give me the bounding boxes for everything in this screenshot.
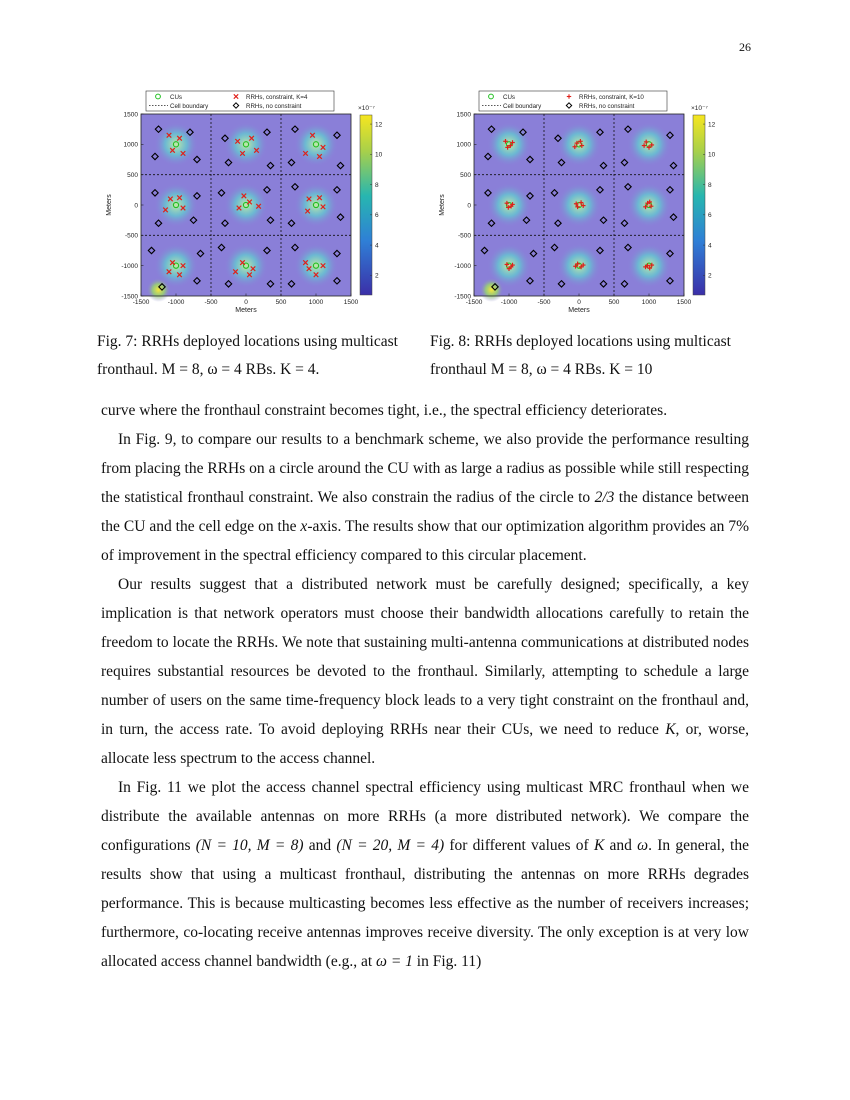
p3-text-a: Our results suggest that a distributed network must be carefully designed; specifically, a key implication is that network operators must choose their bandwidth allocations carefully to retain the freedom to locate the RRHs. We note that sustaining multi-antenna communications at distributed nodes requires substantial resources be devoted to the fronthaul. Similarly, attempting to schedule a large number of users on the same time-frequency block leads to a very tight constraint on the fronthaul and, in turn, the access rate. To avoid deploying RRHs near their CUs, we need to reduce bbox=[101, 576, 749, 738]
p4-text-e: . In general, the results show that using a multicast fronthaul, distributing the antennas on more RRHs degrades performance. This is because multicasting becomes less effective as the number of receivers increases; furthermore, co-locating receive antennas improves receive diversity. The only exception is at very low allocated access channel bandwidth (e.g., at bbox=[101, 837, 749, 970]
legend-label-cus: CUs bbox=[170, 93, 183, 101]
body-text bbox=[101, 396, 749, 976]
p4-text-c: for different values of bbox=[444, 837, 594, 854]
heatmap-blob bbox=[224, 122, 268, 166]
heatmap-blob bbox=[557, 122, 601, 166]
p3-math-1: K bbox=[665, 721, 676, 738]
p2-math-1: 2/3 bbox=[594, 489, 615, 506]
x-tick-label: 0 bbox=[244, 299, 248, 306]
p4-math-4: ω bbox=[637, 837, 649, 854]
legend-label-boundary: Cell boundary bbox=[170, 102, 209, 110]
y-tick-label: 0 bbox=[467, 202, 471, 210]
heatmap-blob bbox=[154, 122, 198, 166]
x-tick-label: -500 bbox=[204, 299, 218, 306]
paragraph-1-text: curve where the fronthaul constraint becomes tight, i.e., the spectral efficiency deteriorates. bbox=[101, 402, 668, 419]
legend-label-no-constraint: RRHs, no constraint bbox=[579, 102, 635, 110]
legend-label-constraint: RRHs, constraint, K=10 bbox=[579, 93, 644, 101]
colorbar-exponent: ×10⁻⁷ bbox=[691, 105, 708, 112]
heatmap-blob bbox=[294, 244, 338, 288]
colorbar bbox=[693, 115, 705, 295]
paragraph-2 bbox=[101, 425, 749, 570]
heatmap-blob bbox=[487, 122, 531, 166]
y-tick-label: -500 bbox=[457, 232, 471, 240]
y-axis-label: Meters bbox=[439, 194, 446, 216]
p2-text-c: -axis. The results show that our optimization algorithm provides an bbox=[307, 518, 729, 535]
y-tick-label: 0 bbox=[134, 202, 138, 210]
heatmap-blob bbox=[627, 183, 671, 227]
x-axis-label: Meters bbox=[235, 307, 257, 314]
x-tick-label: 500 bbox=[608, 299, 620, 306]
figure-7 bbox=[97, 86, 417, 384]
colorbar-tick-label: 2 bbox=[375, 272, 379, 280]
heatmap-blob bbox=[627, 122, 671, 166]
p2-math-3: 7% bbox=[728, 518, 749, 535]
page-number: 26 bbox=[739, 40, 751, 54]
x-tick-label: 1500 bbox=[343, 299, 359, 306]
p4-math-2: (N = 20, M = 4) bbox=[336, 837, 445, 854]
paragraph-3 bbox=[101, 570, 749, 773]
figure-7-caption: Fig. 7: RRHs deployed locations using multicast fronthaul. M = 8, ω = 4 RBs. K = 4. bbox=[97, 333, 398, 378]
y-tick-label: 1500 bbox=[123, 111, 138, 119]
legend-label-no-constraint: RRHs, no constraint bbox=[246, 102, 302, 110]
p3-text-b: , or, worse, allocate less spectrum to the access channel. bbox=[101, 721, 749, 767]
x-tick-label: 1000 bbox=[308, 299, 324, 306]
colorbar-tick-label: 12 bbox=[375, 121, 383, 129]
x-tick-label: -1500 bbox=[132, 299, 150, 306]
heatmap-blob bbox=[154, 183, 198, 227]
colorbar-exponent: ×10⁻⁷ bbox=[358, 105, 375, 112]
colorbar-tick-label: 10 bbox=[708, 151, 716, 159]
p2-text-a: In Fig. 9, to compare our results to a benchmark scheme, we also provide the performance resulting from placing the RRHs on a circle around the CU with as large a radius as possible while still respecting the statistical fronthaul constraint. We also constrain the radius of the circle to bbox=[101, 431, 749, 506]
paragraph-4 bbox=[101, 773, 749, 976]
y-tick-label: 500 bbox=[460, 171, 471, 179]
p2-text-b: the distance between the CU and the cell edge on the bbox=[101, 489, 749, 535]
heatmap-blob bbox=[557, 183, 601, 227]
p4-math-5: ω = 1 bbox=[376, 953, 413, 970]
colorbar-tick-label: 6 bbox=[708, 212, 712, 220]
legend-label-cus: CUs bbox=[503, 93, 516, 101]
y-tick-label: 1500 bbox=[456, 111, 471, 119]
y-tick-label: 500 bbox=[127, 171, 138, 179]
heatmap-blob bbox=[224, 244, 268, 288]
colorbar-tick-label: 10 bbox=[375, 151, 383, 159]
x-tick-label: -1500 bbox=[465, 299, 483, 306]
y-tick-label: -500 bbox=[124, 232, 138, 240]
x-tick-label: 0 bbox=[577, 299, 581, 306]
figure-8-caption: Fig. 8: RRHs deployed locations using multicast fronthaul M = 8, ω = 4 RBs. K = 10 bbox=[430, 333, 731, 378]
p4-text-b: and bbox=[303, 837, 337, 854]
y-tick-label: -1000 bbox=[454, 262, 471, 270]
p4-math-1: (N = 10, M = 8) bbox=[195, 837, 304, 854]
y-axis-label: Meters bbox=[106, 194, 113, 216]
legend-label-constraint: RRHs, constraint, K=4 bbox=[246, 93, 308, 101]
x-tick-label: 500 bbox=[275, 299, 287, 306]
colorbar-tick-label: 6 bbox=[375, 212, 379, 220]
legend-label-boundary: Cell boundary bbox=[503, 102, 542, 110]
legend bbox=[479, 91, 667, 111]
figure-7-chart bbox=[97, 86, 402, 316]
y-tick-label: -1000 bbox=[121, 262, 138, 270]
p4-text-a: In Fig. 11 we plot the access channel spectral efficiency using multicast MRC fronthaul when we distribute the available antennas on more RRHs (a more distributed network). We compare the configurations bbox=[101, 779, 749, 854]
p4-text-f: in Fig. 11) bbox=[412, 953, 482, 970]
x-tick-label: 1000 bbox=[641, 299, 657, 306]
colorbar-tick-label: 12 bbox=[708, 121, 716, 129]
colorbar-tick-label: 8 bbox=[708, 181, 712, 189]
colorbar bbox=[360, 115, 372, 295]
x-tick-label: -1000 bbox=[500, 299, 518, 306]
heatmap-blob bbox=[294, 183, 338, 227]
colorbar-tick-label: 8 bbox=[375, 181, 379, 189]
heatmap-blob bbox=[294, 122, 338, 166]
x-tick-label: -500 bbox=[537, 299, 551, 306]
legend bbox=[146, 91, 334, 111]
p4-math-3: K bbox=[593, 837, 605, 854]
colorbar-tick-label: 4 bbox=[375, 242, 379, 250]
x-tick-label: 1500 bbox=[676, 299, 692, 306]
heatmap-blob bbox=[224, 183, 268, 227]
y-tick-label: 1000 bbox=[456, 141, 471, 149]
heatmap-blob bbox=[487, 183, 531, 227]
p4-text-d: and bbox=[604, 837, 638, 854]
p2-text-d: of improvement in the spectral efficiency compared to this circular placement. bbox=[101, 547, 587, 564]
heatmap-blob bbox=[557, 244, 601, 288]
colorbar-tick-label: 2 bbox=[708, 272, 712, 280]
x-tick-label: -1000 bbox=[167, 299, 185, 306]
p2-math-2: x bbox=[300, 518, 308, 535]
y-tick-label: -1500 bbox=[121, 293, 138, 301]
y-tick-label: -1500 bbox=[454, 293, 471, 301]
figure-8 bbox=[430, 86, 750, 384]
y-tick-label: 1000 bbox=[123, 141, 138, 149]
paragraph-1 bbox=[101, 396, 749, 425]
figure-8-chart bbox=[430, 86, 735, 316]
x-axis-label: Meters bbox=[568, 307, 590, 314]
colorbar-tick-label: 4 bbox=[708, 242, 712, 250]
